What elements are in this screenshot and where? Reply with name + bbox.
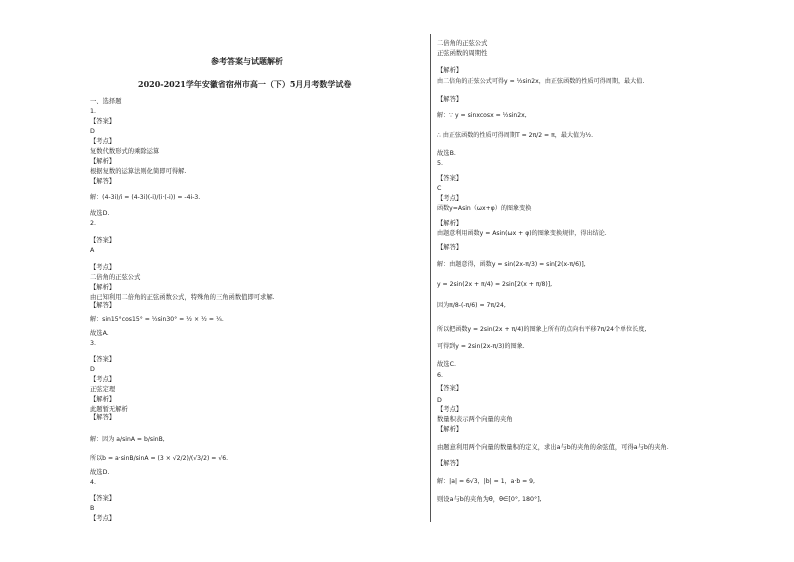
right-column-line: 由题意利用函数y = Asin(ωx + φ)的图象变换规律，得出结论. (437, 230, 607, 237)
right-column-line: 【考点】 (437, 406, 463, 413)
right-column-line: 可得到y = 2sin(2x-π/3)的图象. (437, 343, 525, 350)
right-column-line: 【解答】 (437, 244, 463, 251)
left-column-line: D (90, 128, 95, 135)
right-column-line: 【考点】 (437, 195, 463, 202)
left-column-line: 4. (90, 479, 97, 486)
left-column-line: 【考点】 (90, 264, 116, 271)
page-title: 参考答案与试题解析 (211, 56, 283, 66)
left-column-line: 此题暂无解析 (90, 406, 128, 413)
left-column-line: 【考点】 (90, 376, 116, 383)
right-column-line: 解：∵ y = sinxcosx = ½sin2x, (437, 112, 527, 119)
left-column-line: 故选D. (90, 469, 110, 476)
left-column-line: 【解析】 (90, 158, 116, 165)
right-column-line: 【解析】 (437, 220, 463, 227)
right-column-line: 所以把函数y = 2sin(2x + π/4)的图象上所有的点向右平移7π/24个单位长度, (437, 326, 647, 333)
left-column-line: 故选D. (90, 210, 110, 217)
right-column-line: C (437, 185, 442, 192)
right-column-line: 解：|a| = 6√3，|b| = 1，a·b = 9, (437, 478, 535, 485)
right-column-line: 【解答】 (437, 460, 463, 467)
left-column-line: 【解析】 (90, 396, 116, 403)
right-column-line: 函数y=Asin（ωx+φ）的图象变换 (437, 205, 532, 212)
right-column-line: y = 2sin(2x + π/4) = 2sin[2(x + π/8)], (437, 281, 553, 288)
right-column-line: 【解答】 (437, 96, 463, 103)
exam-subtitle: 2020-2021学年安徽省宿州市高一（下）5月月考数学试卷 (138, 79, 352, 89)
right-column-line: 数量积表示两个向量的夹角 (437, 416, 513, 423)
left-column-line: 【解答】 (90, 302, 116, 309)
left-column-line: D (90, 366, 95, 373)
left-column-line: 【考点】 (90, 515, 116, 522)
right-column-line: D (437, 397, 442, 404)
left-column-line: 【解答】 (90, 178, 116, 185)
right-column-line: 【解析】 (437, 67, 463, 74)
left-column-line: 1. (90, 108, 97, 115)
left-column-line: 【答案】 (90, 237, 116, 244)
left-column-line: 【答案】 (90, 495, 116, 502)
left-column-line: 【答案】 (90, 118, 116, 125)
right-column-line: 解：由题意得，函数y = sin(2x-π/3) = sin[2(x-π/6)], (437, 261, 586, 268)
right-column-line: 正弦函数的周期性 (437, 50, 488, 57)
right-column-line: ∴ 由正弦函数的性质可得周期T = 2π/2 = π，最大值为½. (437, 132, 594, 139)
right-column-line: 由题意利用两个向量的数量积的定义，求出a与b的夹角的余弦值，可得a与b的夹角. (437, 444, 669, 451)
left-column-line: 3. (90, 340, 97, 347)
left-column-line: B (90, 505, 95, 512)
left-column-line: 2. (90, 220, 97, 227)
left-column-line: 正弦定理 (90, 386, 116, 393)
right-column-line: 则设a与b的夹角为θ，θ∈[0°, 180°], (437, 496, 542, 503)
right-column-line: 因为π/8-(-π/6) = 7π/24, (437, 302, 506, 309)
left-column-line: 所以b = a·sinB/sinA = (3 × √2/2)/(√3/2) = √6. (90, 455, 229, 462)
left-column-line: 解：(4-3i)/i = (4-3i)(-i)/(i·(-i)) = -4i-3. (90, 194, 201, 201)
right-column-line: 5. (437, 160, 444, 167)
left-column-line: 解：因为 a/sinA = b/sinB, (90, 436, 165, 443)
right-column-line: 【答案】 (437, 385, 463, 392)
left-column-line: 一、选择题 (90, 98, 122, 105)
left-column-line: 复数代数形式的乘除运算 (90, 148, 160, 155)
right-column-line: 【解析】 (437, 426, 463, 433)
left-column-line: A (90, 247, 95, 254)
left-column-line: 二倍角的正弦公式 (90, 274, 141, 281)
left-column-line: 【答案】 (90, 356, 116, 363)
right-column-line: 二倍角的正弦公式 (437, 40, 488, 47)
right-column-line: 6. (437, 372, 444, 379)
right-column-line: 故选B. (437, 150, 456, 157)
left-column-line: 故选A. (90, 330, 109, 337)
left-column-line: 【解答】 (90, 414, 116, 421)
right-column-line: 由二倍角的正弦公式可得y = ½sin2x，由正弦函数的性质可得周期，最大值. (437, 78, 645, 85)
left-column-line: 【解析】 (90, 284, 116, 291)
right-column-line: 故选C. (437, 361, 456, 368)
left-column-line: 由已知利用二倍角的正弦函数公式，特殊角的三角函数值即可求解. (90, 294, 275, 301)
left-column-line: 解：sin15°cos15° = ½sin30° = ½ × ½ = ¼. (90, 316, 224, 323)
column-divider (430, 34, 431, 522)
left-column-line: 根据复数的运算法则化简即可得解. (90, 168, 187, 175)
right-column-line: 【答案】 (437, 175, 463, 182)
left-column-line: 【考点】 (90, 138, 116, 145)
